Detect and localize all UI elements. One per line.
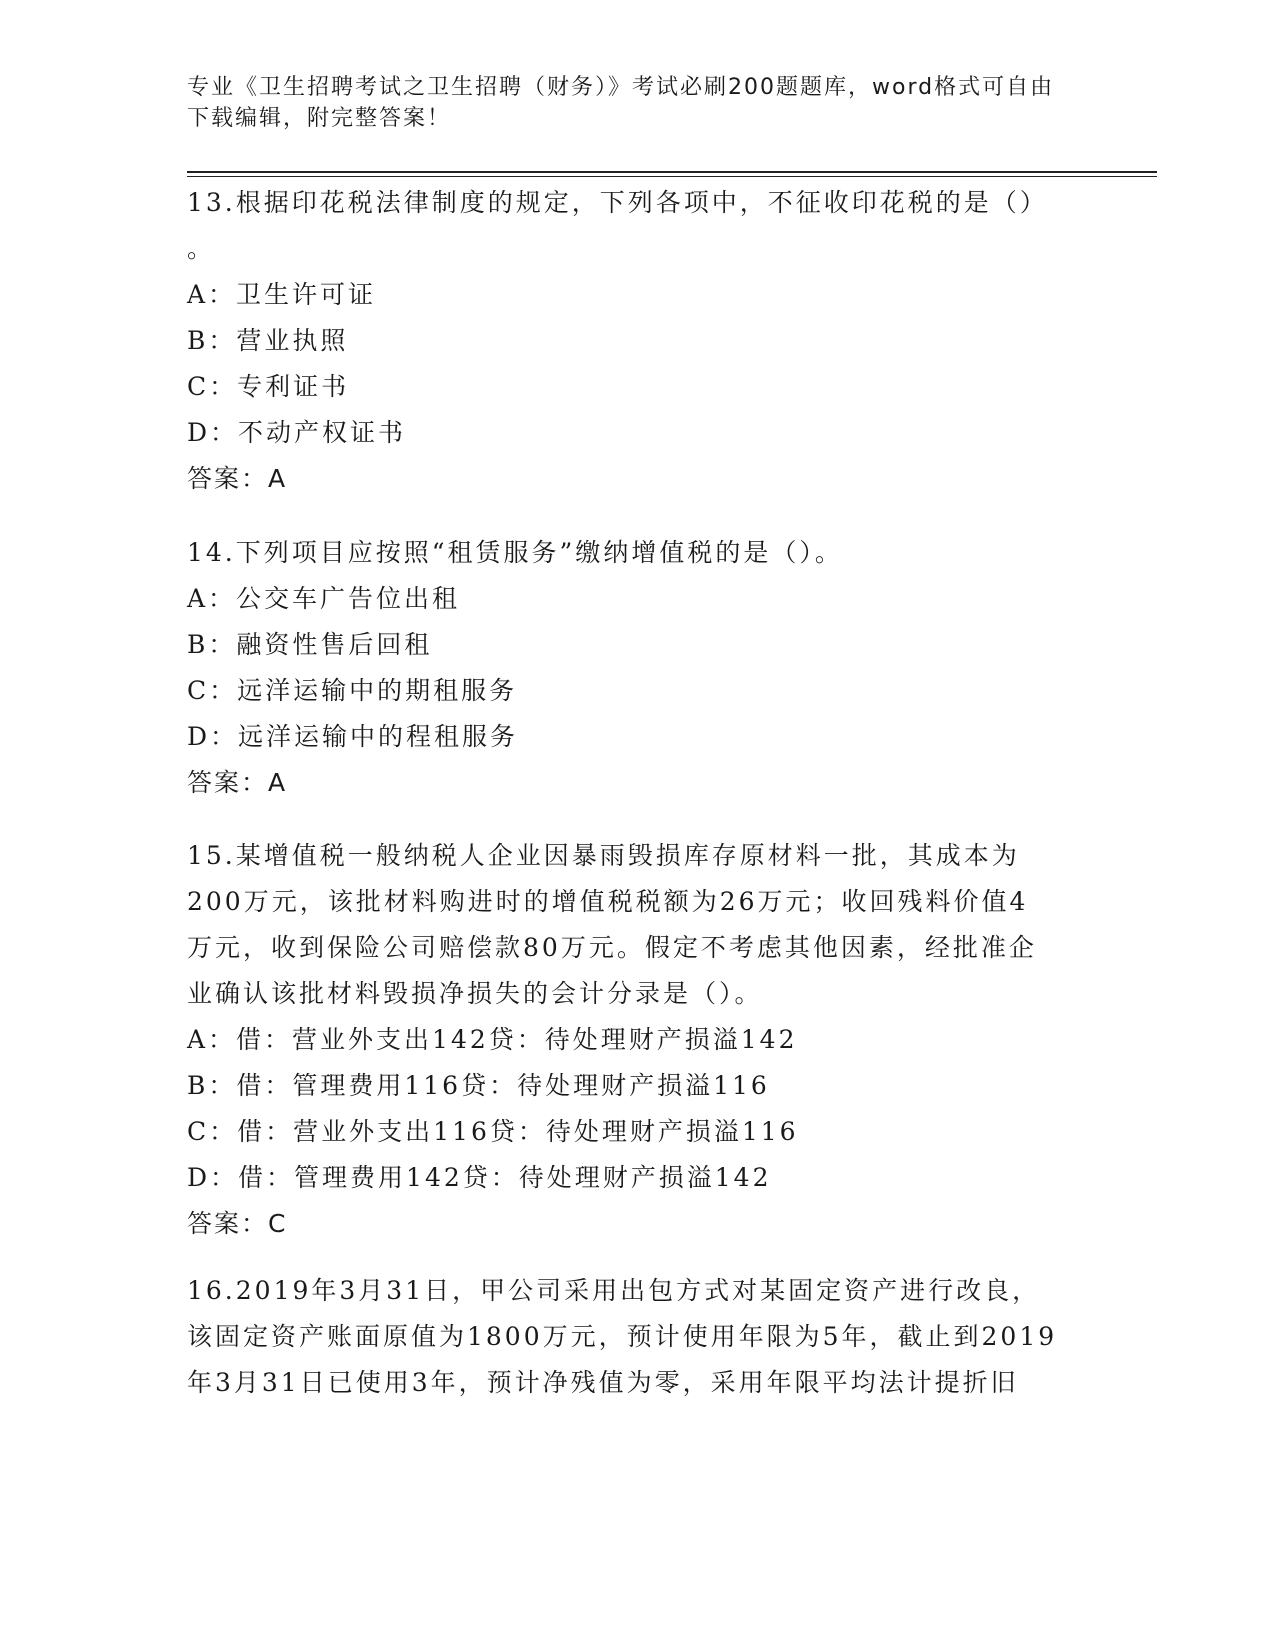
answer-line: 答案：A — [187, 768, 288, 797]
option-c: C：借：营业外支出116贷：待处理财产损溢116 — [187, 1117, 799, 1146]
option-b: B：营业执照 — [187, 326, 349, 355]
question-stem-line: 年3月31日已使用3年，预计净残值为零，采用年限平均法计提折旧 — [187, 1368, 1019, 1397]
question-stem-line: 16.2019年3月31日，甲公司采用出包方式对某固定资产进行改良， — [187, 1276, 1041, 1305]
header-divider-thick — [187, 171, 1157, 173]
option-d: D：远洋运输中的程租服务 — [187, 722, 519, 751]
option-c: C：远洋运输中的期租服务 — [187, 676, 518, 705]
option-d: D：不动产权证书 — [187, 418, 407, 447]
option-a: A：借：营业外支出142贷：待处理财产损溢142 — [187, 1025, 798, 1054]
question-stem-line: 200万元，该批材料购进时的增值税税额为26万元；收回残料价值4 — [187, 887, 1029, 916]
question-stem-line: 万元，收到保险公司赔偿款80万元。假定不考虑其他因素，经批准企 — [187, 933, 1037, 962]
answer-line: 答案：A — [187, 464, 288, 493]
question-15 — [187, 833, 1087, 1247]
question-stem-line: 13.根据印花税法律制度的规定，下列各项中，不征收印花税的是（） — [187, 188, 1048, 217]
option-b: B：借：管理费用116贷：待处理财产损溢116 — [187, 1071, 770, 1100]
question-stem-line: 业确认该批材料毁损净损失的会计分录是（）。 — [187, 979, 763, 1008]
question-stem-line: 14.下列项目应按照“租赁服务”缴纳增值税的是（）。 — [187, 538, 843, 567]
option-c: C：专利证书 — [187, 372, 350, 401]
question-14 — [187, 530, 1087, 806]
option-d: D：借：管理费用142贷：待处理财产损溢142 — [187, 1163, 772, 1192]
answer-line: 答案：C — [187, 1209, 288, 1238]
question-stem-line: 该固定资产账面原值为1800万元，预计使用年限为5年，截止到2019 — [187, 1322, 1058, 1351]
option-a: A：公交车广告位出租 — [187, 584, 461, 613]
question-stem-line: 15.某增值税一般纳税人企业因暴雨毁损库存原材料一批，其成本为 — [187, 841, 1020, 870]
question-16 — [187, 1268, 1087, 1406]
option-b: B：融资性售后回租 — [187, 630, 433, 659]
question-13 — [187, 180, 1087, 502]
header-divider-thin — [187, 176, 1157, 177]
option-a: A：卫生许可证 — [187, 280, 377, 309]
question-stem-line: 。 — [187, 234, 216, 263]
document-header: 专业《卫生招聘考试之卫生招聘（财务）》考试必刷200题题库，word格式可自由下载编辑，附完整答案！ — [187, 75, 1055, 131]
